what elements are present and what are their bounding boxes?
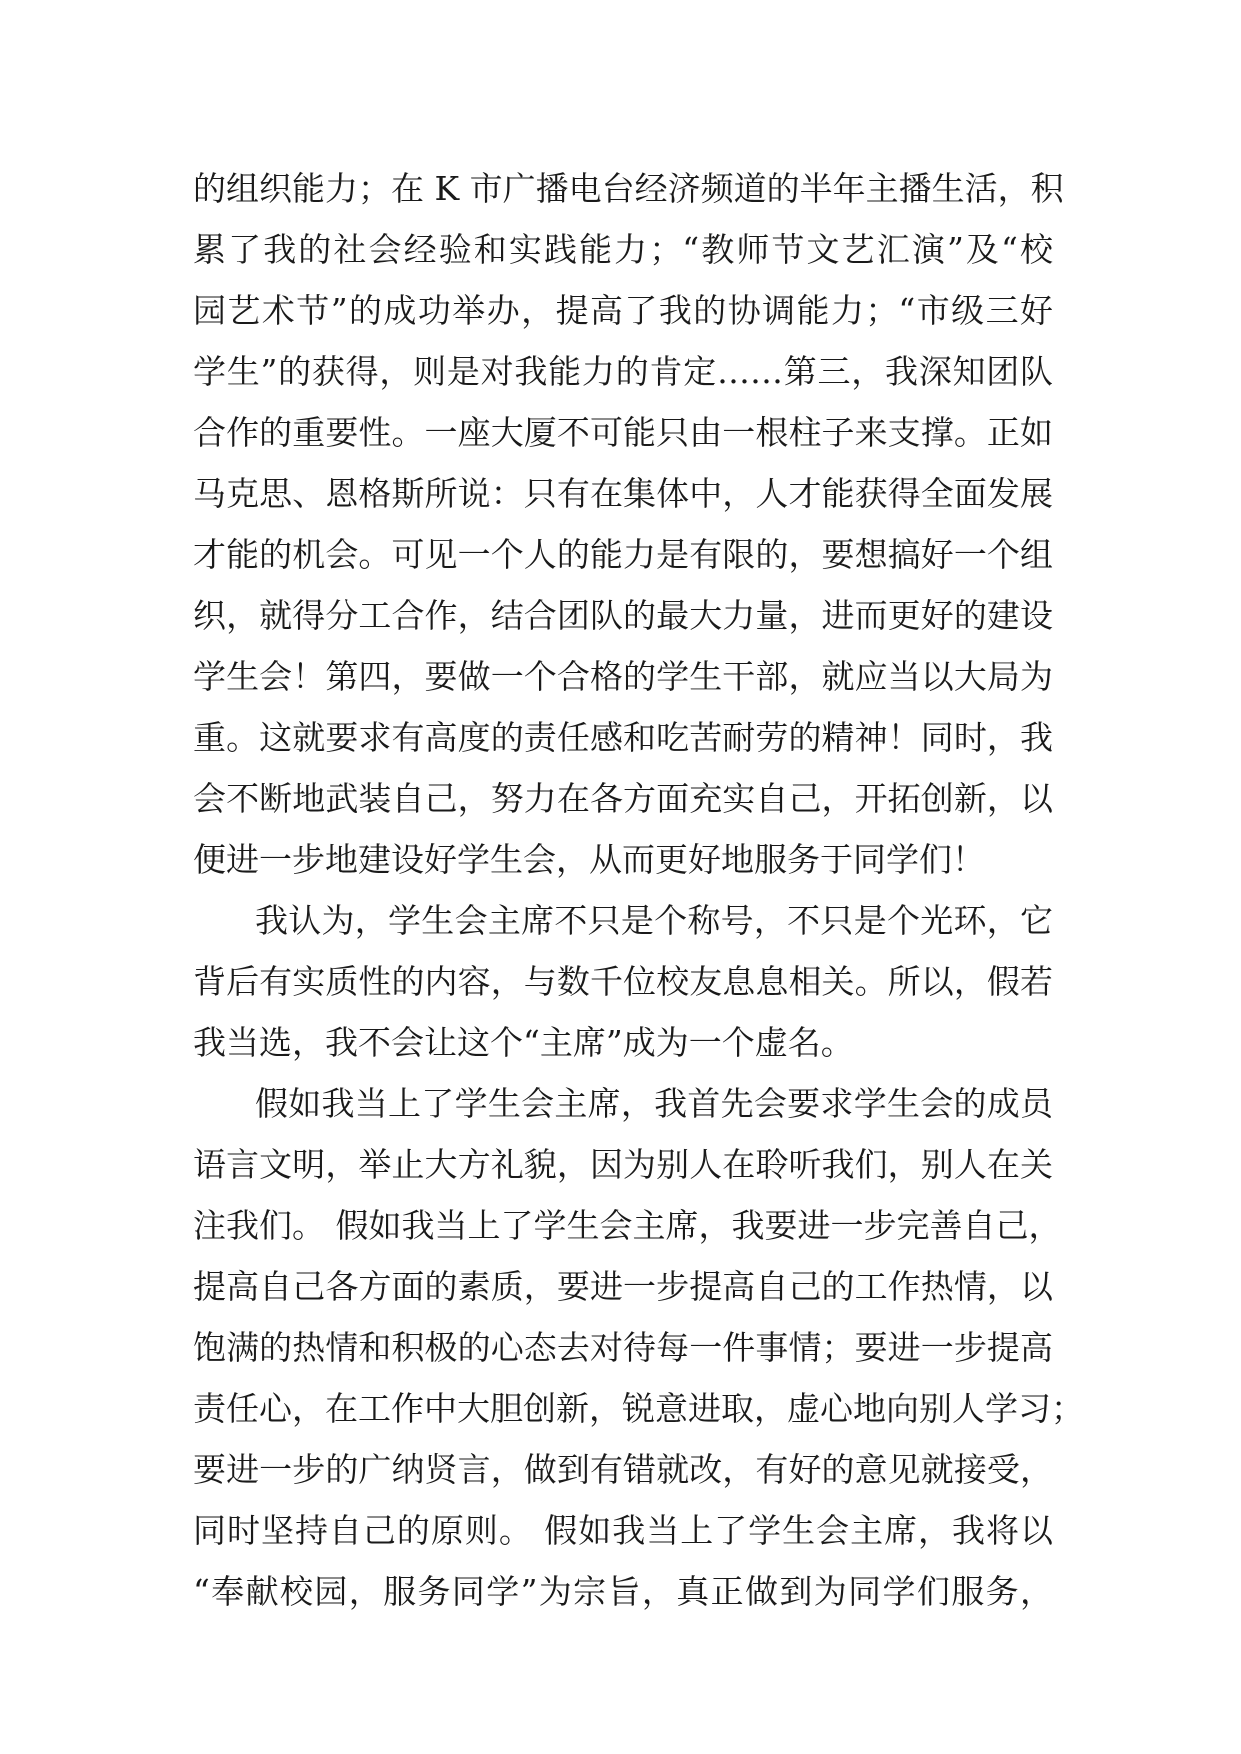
text-line: 便进一步地建设好学生会，从而更好地服务于同学们！	[193, 840, 985, 879]
text-line: 语言文明，举止大方礼貌，因为别人在聆听我们，别人在关	[193, 1145, 1053, 1184]
text-line: 饱满的热情和积极的心态去对待每一件事情；要进一步提高	[193, 1328, 1053, 1367]
text-line: 累了我的社会经验和实践能力；“教师节文艺汇演”及“校	[193, 230, 1053, 269]
text-line: 同时坚持自己的原则。 假如我当上了学生会主席，我将以	[193, 1511, 1053, 1550]
text-line: 织，就得分工合作，结合团队的最大力量，进而更好的建设	[193, 596, 1053, 635]
text-line: 学生”的获得，则是对我能力的肯定……第三，我深知团队	[193, 352, 1053, 391]
text-line: 园艺术节”的成功举办，提高了我的协调能力；“市级三好	[193, 291, 1053, 330]
text-line: 我认为，学生会主席不只是个称号，不只是个光环，它	[255, 901, 1053, 940]
text-line: 马克思、恩格斯所说：只有在集体中，人才能获得全面发展	[193, 474, 1053, 513]
paragraph-1	[193, 158, 1064, 890]
text-line: 责任心，在工作中大胆创新，锐意进取，虚心地向别人学习；	[193, 1389, 1084, 1428]
text-line: 重。这就要求有高度的责任感和吃苦耐劳的精神！同时，我	[193, 718, 1053, 757]
text-line: 要进一步的广纳贤言，做到有错就改，有好的意见就接受，	[193, 1450, 1053, 1489]
text-line: 合作的重要性。一座大厦不可能只由一根柱子来支撑。正如	[193, 413, 1053, 452]
text-line: 背后有实质性的内容，与数千位校友息息相关。所以，假若	[193, 962, 1053, 1001]
paragraph-2	[193, 890, 1053, 1073]
text-line: 学生会！第四，要做一个合格的学生干部，就应当以大局为	[193, 657, 1053, 696]
document-body	[193, 158, 1084, 1622]
text-line: 我当选，我不会让这个“主席”成为一个虚名。	[193, 1023, 854, 1062]
text-line: 会不断地武装自己，努力在各方面充实自己，开拓创新，以	[193, 779, 1053, 818]
text-line: 才能的机会。可见一个人的能力是有限的，要想搞好一个组	[193, 535, 1053, 574]
text-line: 假如我当上了学生会主席，我首先会要求学生会的成员	[255, 1084, 1053, 1123]
text-line: 注我们。 假如我当上了学生会主席，我要进一步完善自己，	[193, 1206, 1062, 1245]
paragraph-3	[193, 1073, 1084, 1622]
text-line: “奉献校园，服务同学”为宗旨，真正做到为同学们服务，	[193, 1572, 1053, 1611]
text-line: 提高自己各方面的素质，要进一步提高自己的工作热情，以	[193, 1267, 1053, 1306]
text-line: 的组织能力；在 K 市广播电台经济频道的半年主播生活，积	[193, 169, 1064, 208]
